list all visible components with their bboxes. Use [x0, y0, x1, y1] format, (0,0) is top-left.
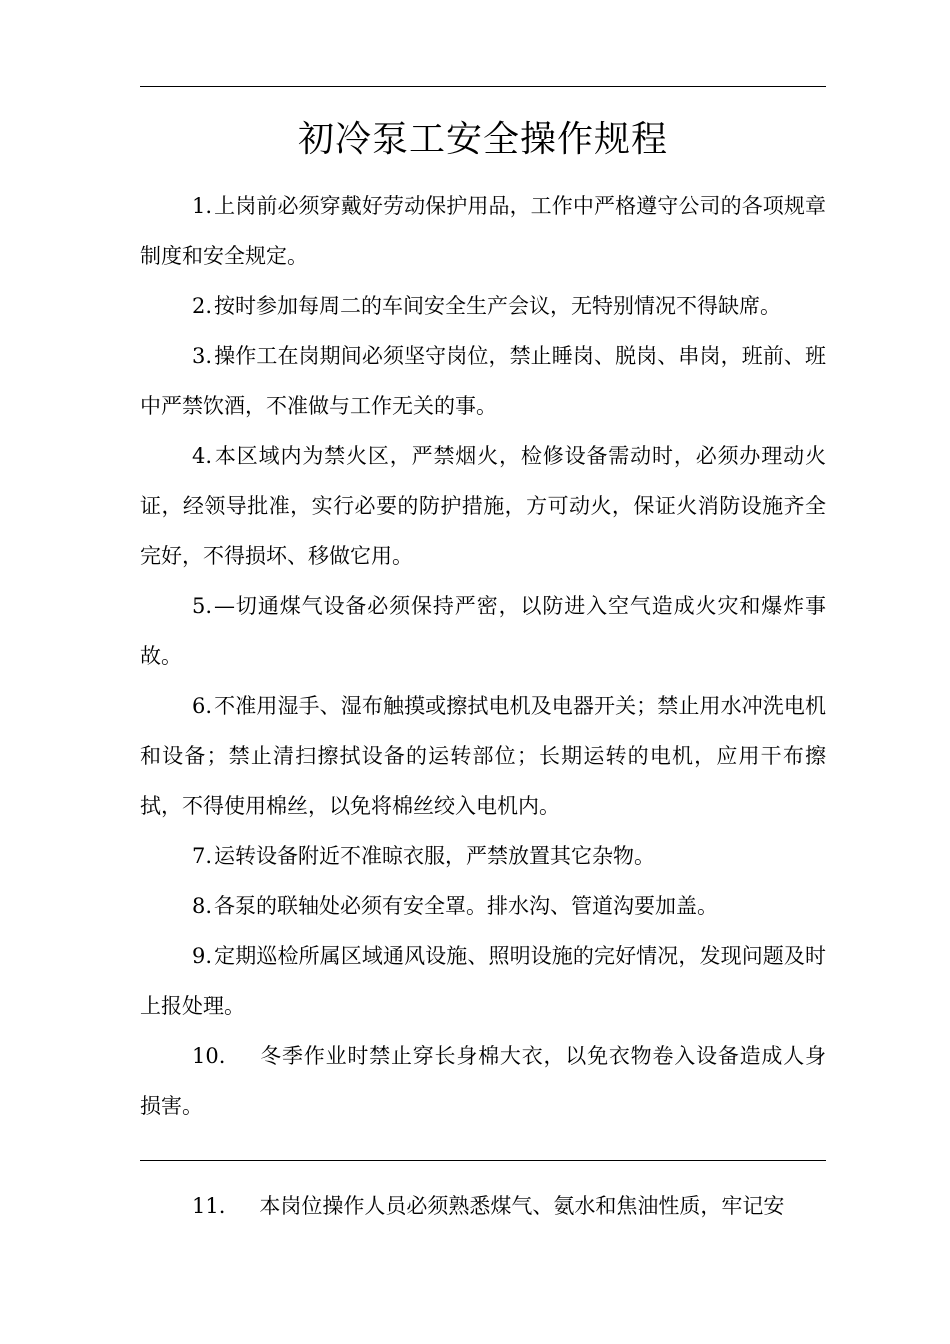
list-item: 3.操作工在岗期间必须坚守岗位，禁止睡岗、脱岗、串岗，班前、班中严禁饮酒，不准做与工作无关的事。	[140, 344, 826, 418]
list-item: 10. 冬季作业时禁止穿长身棉大衣，以免衣物卷入设备造成人身损害。	[140, 1044, 826, 1118]
document-body	[140, 181, 826, 1131]
header-rule	[140, 86, 826, 87]
next-page-body	[140, 1181, 826, 1231]
list-item: 6.不准用湿手、湿布触摸或擦拭电机及电器开关；禁止用水冲洗电机和设备；禁止清扫擦拭设备的运转部位；长期运转的电机，应用干布擦拭，不得使用棉丝，以免将棉丝绞入电机内。	[140, 694, 826, 818]
page-break-rule	[140, 1160, 826, 1161]
list-item: 4.本区域内为禁火区，严禁烟火，检修设备需动时，必须办理动火证，经领导批准，实行必要的防护措施，方可动火，保证火消防设施齐全完好，不得损坏、移做它用。	[140, 444, 826, 568]
list-item: 5.—切通煤气设备必须保持严密，以防进入空气造成火灾和爆炸事故。	[140, 594, 826, 668]
list-item: 2.按时参加每周二的车间安全生产会议，无特别情况不得缺席。	[192, 294, 782, 318]
list-item: 1.上岗前必须穿戴好劳动保护用品，工作中严格遵守公司的各项规章制度和安全规定。	[140, 194, 826, 268]
list-item: 11. 本岗位操作人员必须熟悉煤气、氨水和焦油性质，牢记安	[192, 1194, 785, 1218]
document-title: 初冷泵工安全操作规程	[297, 119, 668, 160]
list-item: 8.各泵的联轴处必须有安全罩。排水沟、管道沟要加盖。	[192, 894, 719, 918]
list-item: 9.定期巡检所属区域通风设施、照明设施的完好情况，发现问题及时上报处理。	[140, 944, 826, 1018]
list-item: 7.运转设备附近不准晾衣服，严禁放置其它杂物。	[192, 844, 656, 868]
